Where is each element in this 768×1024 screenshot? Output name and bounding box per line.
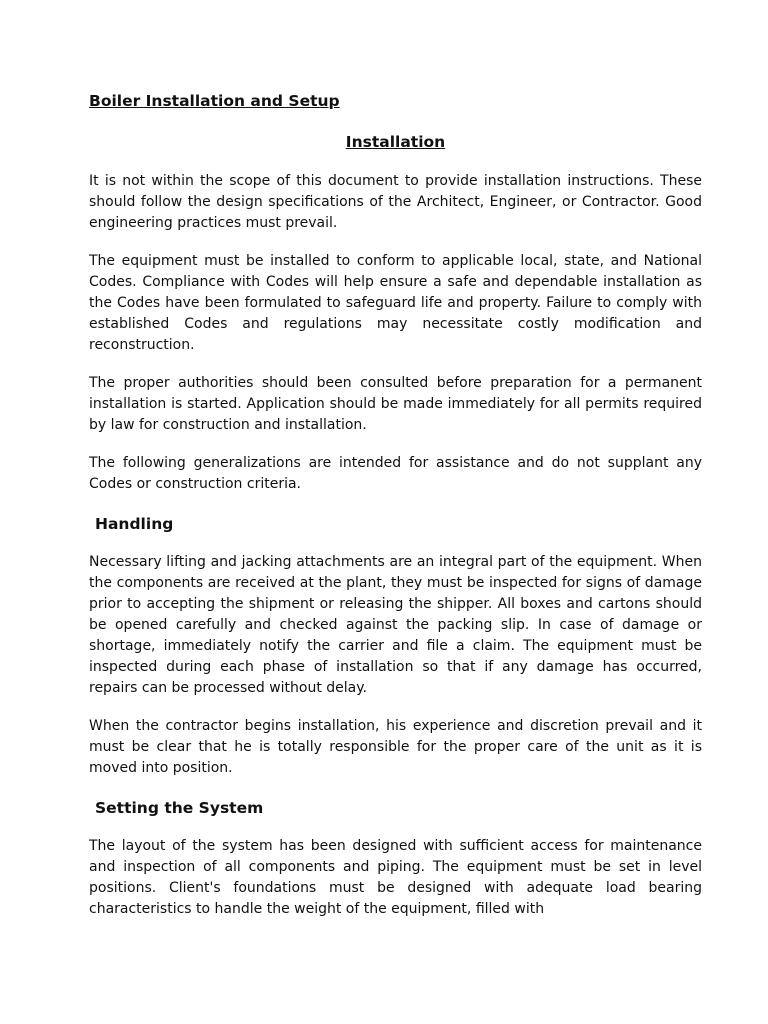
paragraph: It is not within the scope of this document to provide installation instructions. These should follow the design specifications of the Architect, Engineer, or Contractor. Good engineering practices must prevail. <box>89 173 702 231</box>
paragraph: The equipment must be installed to conform to applicable local, state, and National Codes. Compliance with Codes will help ensure a safe and dependable installation as the Codes have been formulated to safeguard life and property. Failure to comply with established Codes and regulations may necessitate costly modification and reconstruction. <box>89 253 702 353</box>
section-heading-setting-the-system: Setting the System <box>95 799 264 817</box>
paragraph: Necessary lifting and jacking attachments are an integral part of the equipment. When the components are received at the plant, they must be inspected for signs of damage prior to accepting the shipment or releasing the shipper. All boxes and cartons should be opened carefully and checked against the packing slip. In case of damage or shortage, immediately notify the carrier and file a claim. The equipment must be inspected during each phase of installation so that if any damage has occurred, repairs can be processed without delay. <box>89 554 702 696</box>
section-heading-handling: Handling <box>95 515 174 533</box>
document-page <box>89 90 702 920</box>
paragraph: When the contractor begins installation, his experience and discretion prevail and it must be clear that he is totally responsible for the proper care of the unit as it is moved into position. <box>89 718 702 776</box>
paragraph: The following generalizations are intended for assistance and do not supplant any Codes or construction criteria. <box>89 455 702 492</box>
paragraph: The proper authorities should been consulted before preparation for a permanent installation is started. Application should be made immediately for all permits required by law for construction and installation. <box>89 375 702 433</box>
section-heading-installation: Installation <box>345 133 446 151</box>
document-title: Boiler Installation and Setup <box>89 92 340 110</box>
paragraph: The layout of the system has been designed with sufficient access for maintenance and inspection of all components and piping. The equipment must be set in level positions. Client's foundations must be designed with adequate load bearing characteristics to handle the weight of the equipment, filled with <box>89 838 702 917</box>
